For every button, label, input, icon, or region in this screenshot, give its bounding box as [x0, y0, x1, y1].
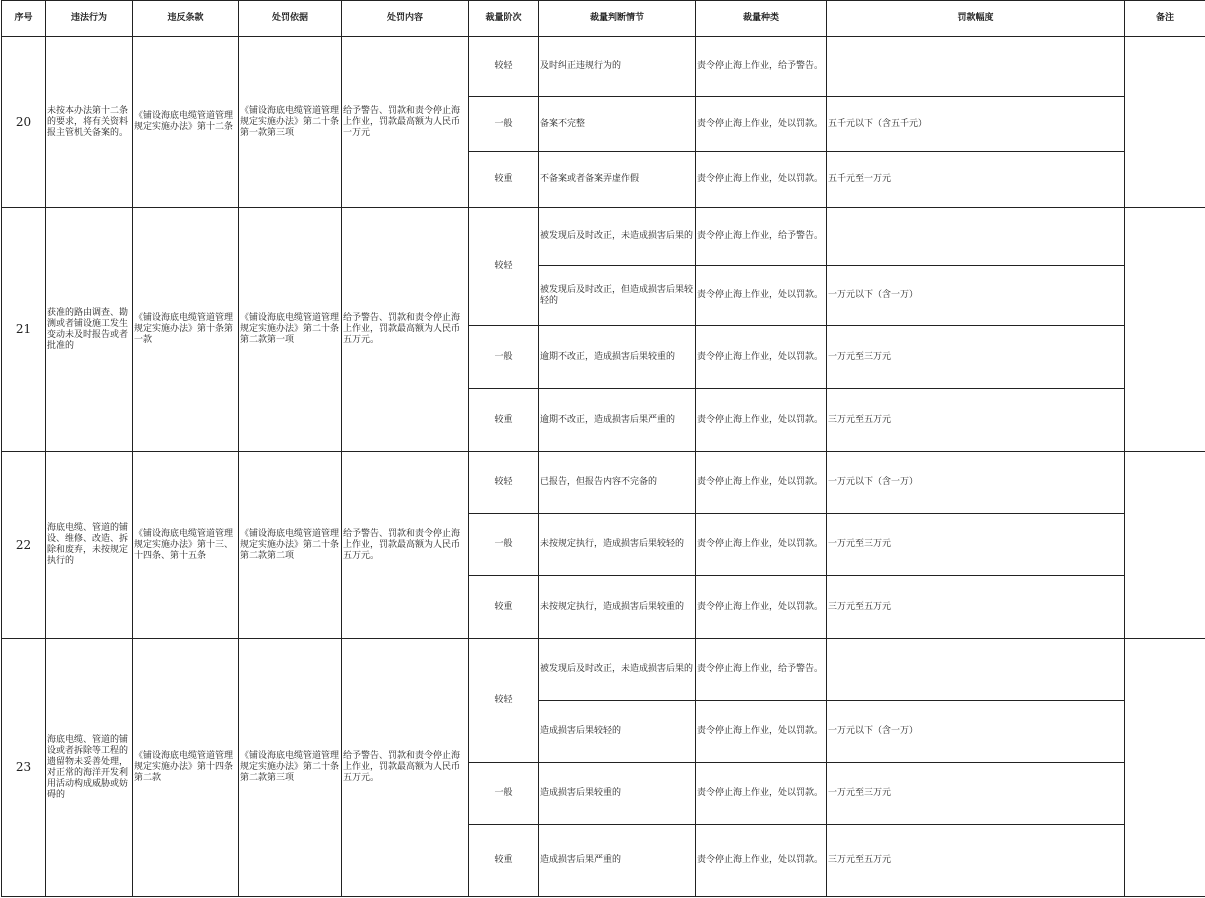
fine-cell [827, 37, 1125, 97]
clause-cell: 《铺设海底电缆管道管理规定实施办法》第十四条第二款 [133, 639, 239, 897]
basis-cell: 《铺设海底电缆管道管理规定实施办法》第二十条第二款第一项 [239, 208, 342, 452]
table-row [2, 452, 1205, 514]
fine-cell: 一万元至三万元 [827, 326, 1125, 389]
fine-cell: 五千元至一万元 [827, 152, 1125, 208]
header-basis: 处罚依据 [239, 1, 342, 37]
seq-cell: 23 [2, 639, 46, 897]
basis-cell: 《铺设海底电缆管道管理规定实施办法》第二十条第一款第三项 [239, 37, 342, 208]
header-level: 裁量阶次 [469, 1, 539, 37]
kind-cell: 责令停止海上作业，处以罚款。 [696, 701, 827, 763]
clause-cell: 《铺设海底电缆管道管理规定实施办法》第十条第一款 [133, 208, 239, 452]
kind-cell: 责令停止海上作业，给予警告。 [696, 639, 827, 701]
level-cell: 较轻 [469, 452, 539, 514]
circumstance-cell: 逾期不改正，造成损害后果较重的 [539, 326, 696, 389]
table-row [2, 37, 1205, 97]
kind-cell: 责令停止海上作业，处以罚款。 [696, 97, 827, 152]
kind-cell: 责令停止海上作业，处以罚款。 [696, 452, 827, 514]
fine-cell: 三万元至五万元 [827, 825, 1125, 897]
remark-cell [1125, 639, 1205, 897]
kind-cell: 责令停止海上作业，处以罚款。 [696, 389, 827, 452]
clause-cell: 《铺设海底电缆管道管理规定实施办法》第十二条 [133, 37, 239, 208]
circumstance-cell: 及时纠正违规行为的 [539, 37, 696, 97]
level-cell: 一般 [469, 97, 539, 152]
seq-cell: 22 [2, 452, 46, 639]
content-cell: 给予警告、罚款和责令停止海上作业，罚款最高额为人民币五万元。 [342, 639, 469, 897]
circumstance-cell: 已报告，但报告内容不完备的 [539, 452, 696, 514]
kind-cell: 责令停止海上作业，处以罚款。 [696, 152, 827, 208]
header-clause: 违反条款 [133, 1, 239, 37]
basis-cell: 《铺设海底电缆管道管理规定实施办法》第二十条第二款第二项 [239, 452, 342, 639]
circumstance-cell: 被发现后及时改正，未造成损害后果的 [539, 639, 696, 701]
circumstance-cell: 被发现后及时改正，但造成损害后果较轻的 [539, 266, 696, 326]
level-cell: 较重 [469, 825, 539, 897]
level-cell: 较轻 [469, 37, 539, 97]
header-kind: 裁量种类 [696, 1, 827, 37]
kind-cell: 责令停止海上作业，处以罚款。 [696, 514, 827, 576]
fine-cell [827, 208, 1125, 266]
kind-cell: 责令停止海上作业，处以罚款。 [696, 825, 827, 897]
act-cell: 获准的路由调查、勘测或者铺设施工发生变动未及时报告或者批准的 [46, 208, 133, 452]
fine-cell [827, 639, 1125, 701]
remark-cell [1125, 208, 1205, 452]
level-cell: 一般 [469, 763, 539, 825]
level-cell: 较重 [469, 389, 539, 452]
act-cell: 海底电缆、管道的铺设或者拆除等工程的遗留物未妥善处理，对正常的海洋开发利用活动构成威胁或妨碍的 [46, 639, 133, 897]
circumstance-cell: 未按规定执行，造成损害后果较轻的 [539, 514, 696, 576]
kind-cell: 责令停止海上作业，处以罚款。 [696, 576, 827, 639]
circumstance-cell: 造成损害后果严重的 [539, 825, 696, 897]
content-cell: 给予警告、罚款和责令停止海上作业，罚款最高额为人民币五万元。 [342, 452, 469, 639]
level-cell: 较重 [469, 152, 539, 208]
header-act: 违法行为 [46, 1, 133, 37]
kind-cell: 责令停止海上作业，处以罚款。 [696, 266, 827, 326]
basis-cell: 《铺设海底电缆管道管理规定实施办法》第二十条第二款第三项 [239, 639, 342, 897]
remark-cell [1125, 452, 1205, 639]
header-content: 处罚内容 [342, 1, 469, 37]
level-cell: 较轻 [469, 639, 539, 763]
fine-cell: 一万元以下（含一万） [827, 701, 1125, 763]
act-cell: 未按本办法第十二条的要求，将有关资料报主管机关备案的。 [46, 37, 133, 208]
fine-cell: 一万元至三万元 [827, 514, 1125, 576]
circumstance-cell: 造成损害后果较轻的 [539, 701, 696, 763]
circumstance-cell: 不备案或者备案弄虚作假 [539, 152, 696, 208]
fine-cell: 一万元至三万元 [827, 763, 1125, 825]
header-seq: 序号 [2, 1, 46, 37]
circumstance-cell: 逾期不改正，造成损害后果严重的 [539, 389, 696, 452]
kind-cell: 责令停止海上作业，给予警告。 [696, 37, 827, 97]
header-circumstance: 裁量判断情节 [539, 1, 696, 37]
fine-cell: 三万元至五万元 [827, 389, 1125, 452]
header-remark: 备注 [1125, 1, 1205, 37]
content-cell: 给予警告、罚款和责令停止海上作业，罚款最高额为人民币五万元。 [342, 208, 469, 452]
kind-cell: 责令停止海上作业，处以罚款。 [696, 326, 827, 389]
level-cell: 一般 [469, 514, 539, 576]
fine-cell: 一万元以下（含一万） [827, 266, 1125, 326]
header-row [2, 1, 1205, 37]
act-cell: 海底电缆、管道的铺设、维修、改造、拆除和废弃，未按规定执行的 [46, 452, 133, 639]
circumstance-cell: 造成损害后果较重的 [539, 763, 696, 825]
clause-cell: 《铺设海底电缆管道管理规定实施办法》第十三、十四条、第十五条 [133, 452, 239, 639]
header-fine: 罚款幅度 [827, 1, 1125, 37]
circumstance-cell: 备案不完整 [539, 97, 696, 152]
fine-cell: 三万元至五万元 [827, 576, 1125, 639]
seq-cell: 21 [2, 208, 46, 452]
kind-cell: 责令停止海上作业，给予警告。 [696, 208, 827, 266]
content-cell: 给予警告、罚款和责令停止海上作业，罚款最高额为人民币一万元 [342, 37, 469, 208]
kind-cell: 责令停止海上作业，处以罚款。 [696, 763, 827, 825]
circumstance-cell: 未按规定执行，造成损害后果较重的 [539, 576, 696, 639]
penalty-table [1, 0, 1205, 897]
level-cell: 一般 [469, 326, 539, 389]
table-row [2, 208, 1205, 266]
table-row [2, 639, 1205, 701]
level-cell: 较轻 [469, 208, 539, 326]
seq-cell: 20 [2, 37, 46, 208]
fine-cell: 五千元以下（含五千元） [827, 97, 1125, 152]
level-cell: 较重 [469, 576, 539, 639]
fine-cell: 一万元以下（含一万） [827, 452, 1125, 514]
remark-cell [1125, 37, 1205, 208]
circumstance-cell: 被发现后及时改正，未造成损害后果的 [539, 208, 696, 266]
